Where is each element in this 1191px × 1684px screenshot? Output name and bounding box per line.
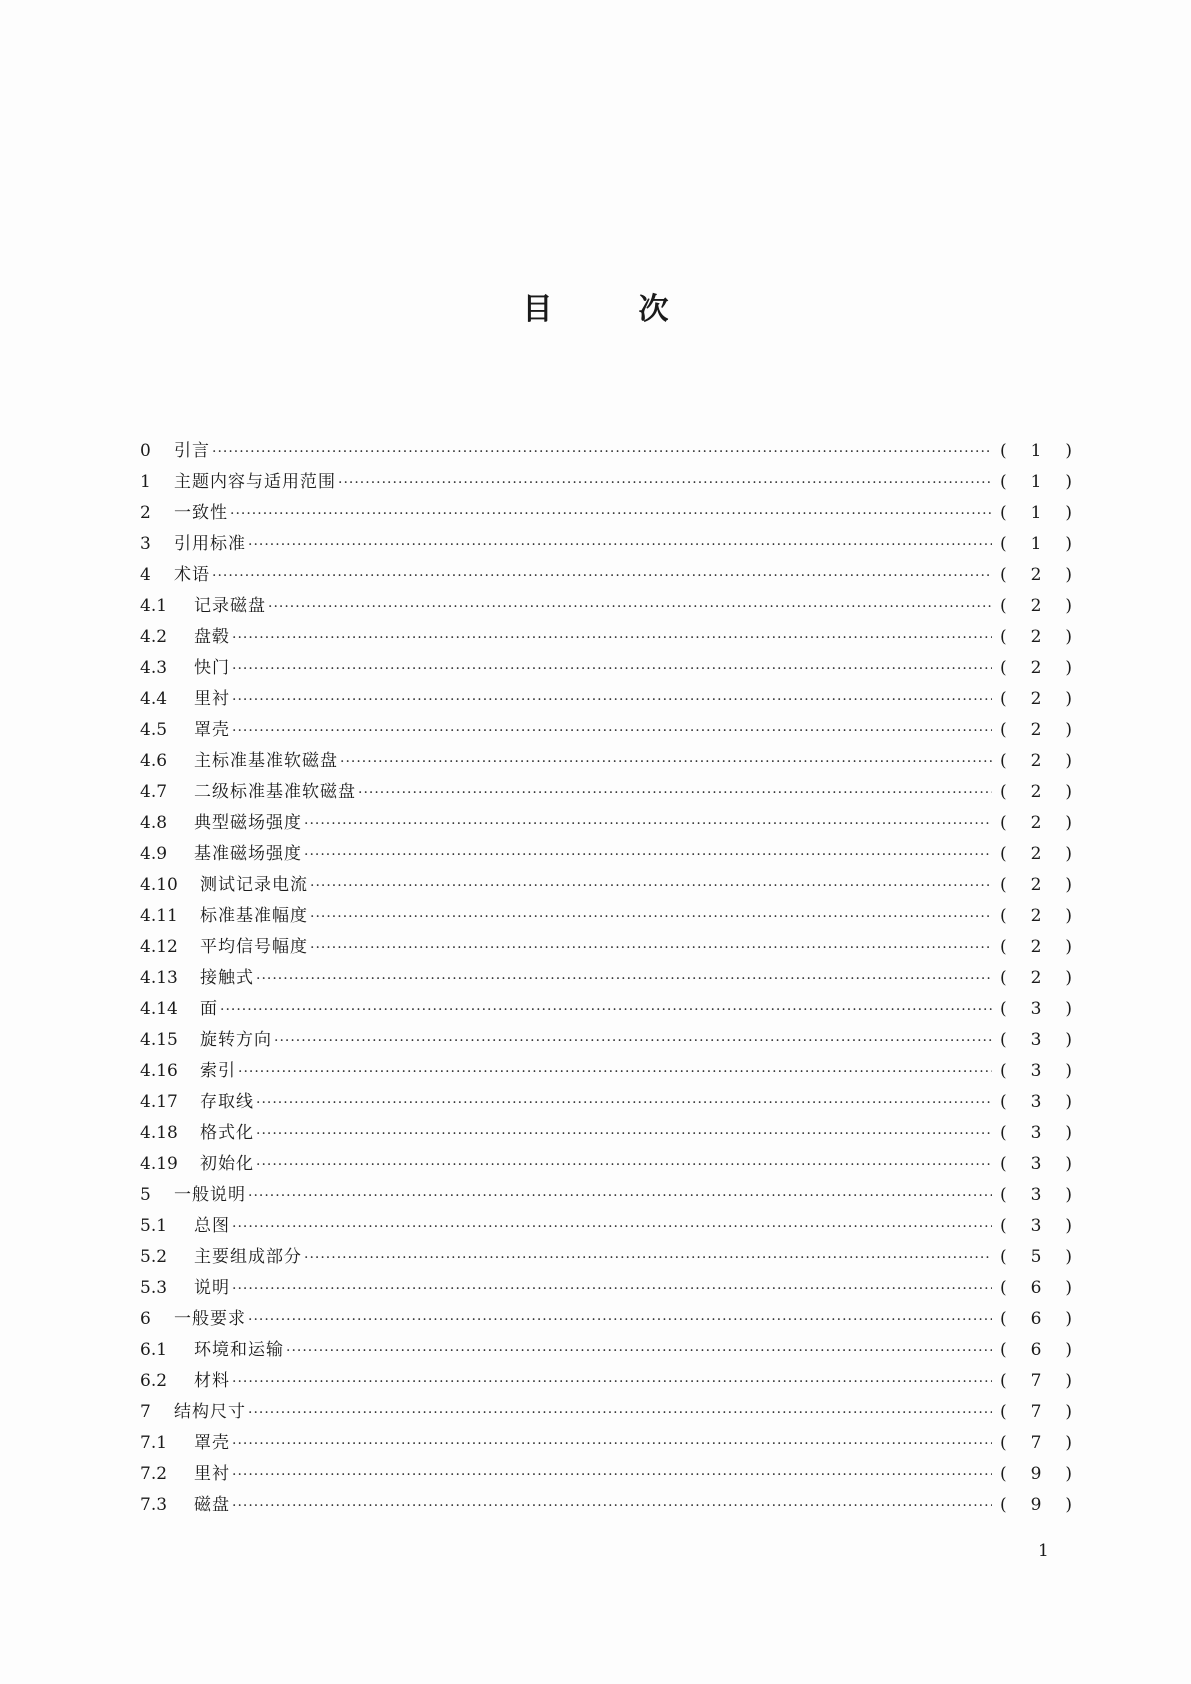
toc-entry[interactable] (140, 1025, 1072, 1056)
page-value: 2 (1030, 782, 1042, 802)
toc-entry-page (992, 467, 1072, 498)
page-number: 1 (1038, 1541, 1049, 1561)
toc-entry-number: 1 (140, 472, 151, 492)
close-paren: ) (1065, 782, 1072, 802)
page-value: 7 (1030, 1433, 1042, 1453)
close-paren: ) (1065, 534, 1072, 554)
open-paren: ( (1000, 844, 1007, 864)
toc-entry-label: 面 (200, 999, 218, 1019)
close-paren: ) (1065, 1154, 1072, 1174)
close-paren: ) (1065, 1123, 1072, 1143)
page-value: 2 (1030, 968, 1042, 988)
toc-entry-number: 5.3 (140, 1278, 168, 1298)
toc-entry[interactable] (140, 1490, 1072, 1521)
toc-entry-label: 里衬 (194, 689, 230, 709)
close-paren: ) (1065, 1340, 1072, 1360)
toc-entry[interactable] (140, 591, 1072, 622)
close-paren: ) (1065, 1371, 1072, 1391)
toc-entry-label: 罩壳 (194, 720, 230, 740)
toc-entry[interactable] (140, 901, 1072, 932)
toc-entry[interactable] (140, 715, 1072, 746)
toc-entry-label: 主标准基准软磁盘 (194, 751, 338, 771)
toc-entry-number: 4.8 (140, 813, 168, 833)
open-paren: ( (1000, 999, 1007, 1019)
title-char-2: 次 (638, 292, 669, 327)
close-paren: ) (1065, 503, 1072, 523)
page-value: 3 (1030, 999, 1042, 1019)
toc-entry-label: 术语 (174, 565, 210, 585)
toc-entry-number: 4.10 (140, 875, 178, 895)
page-value: 3 (1030, 1030, 1042, 1050)
close-paren: ) (1065, 1464, 1072, 1484)
dot-leader (248, 530, 992, 561)
toc-entry-page (992, 622, 1072, 653)
dot-leader (310, 902, 992, 933)
toc-entry-label: 接触式 (200, 968, 254, 988)
toc-entry-label: 快门 (194, 658, 230, 678)
dot-leader (248, 1181, 992, 1212)
toc-entry[interactable] (140, 529, 1072, 560)
toc-entry-label: 二级标准基准软磁盘 (194, 782, 356, 802)
page-value: 2 (1030, 658, 1042, 678)
dot-leader (220, 995, 992, 1026)
close-paren: ) (1065, 1309, 1072, 1329)
page-value: 2 (1030, 565, 1042, 585)
page-value: 7 (1030, 1371, 1042, 1391)
toc-entry-label: 里衬 (194, 1464, 230, 1484)
toc-entry-page (992, 746, 1072, 777)
title-char-1: 目 (522, 292, 553, 327)
open-paren: ( (1000, 968, 1007, 988)
open-paren: ( (1000, 1402, 1007, 1422)
toc-entry[interactable] (140, 963, 1072, 994)
dot-leader (232, 654, 992, 685)
open-paren: ( (1000, 1123, 1007, 1143)
toc-entry[interactable] (140, 498, 1072, 529)
toc-entry-number: 5.2 (140, 1247, 168, 1267)
page-value: 9 (1030, 1495, 1042, 1515)
page-value: 2 (1030, 937, 1042, 957)
page-value: 6 (1030, 1309, 1042, 1329)
open-paren: ( (1000, 1092, 1007, 1112)
toc-entry[interactable] (140, 1366, 1072, 1397)
close-paren: ) (1065, 565, 1072, 585)
dot-leader (212, 561, 992, 592)
toc-entry-page (992, 529, 1072, 560)
dot-leader (232, 1274, 992, 1305)
toc-entry-page (992, 932, 1072, 963)
table-of-contents (140, 436, 1072, 1521)
close-paren: ) (1065, 906, 1072, 926)
page-value: 2 (1030, 720, 1042, 740)
open-paren: ( (1000, 472, 1007, 492)
page-value: 1 (1030, 534, 1042, 554)
page-value: 2 (1030, 844, 1042, 864)
page-value: 2 (1030, 906, 1042, 926)
open-paren: ( (1000, 689, 1007, 709)
dot-leader (238, 1057, 992, 1088)
toc-entry[interactable] (140, 622, 1072, 653)
open-paren: ( (1000, 596, 1007, 616)
toc-entry-page (992, 1366, 1072, 1397)
page-value: 6 (1030, 1278, 1042, 1298)
toc-entry[interactable] (140, 684, 1072, 715)
toc-entry[interactable] (140, 1118, 1072, 1149)
toc-entry-number: 0 (140, 441, 151, 461)
open-paren: ( (1000, 441, 1007, 461)
open-paren: ( (1000, 1216, 1007, 1236)
dot-leader (286, 1336, 992, 1367)
toc-entry-number: 6.2 (140, 1371, 168, 1391)
close-paren: ) (1065, 1495, 1072, 1515)
toc-entry[interactable] (140, 560, 1072, 591)
toc-entry[interactable] (140, 808, 1072, 839)
toc-entry-number: 4.13 (140, 968, 178, 988)
toc-entry-page (992, 1211, 1072, 1242)
toc-entry-label: 平均信号幅度 (200, 937, 308, 957)
open-paren: ( (1000, 720, 1007, 740)
toc-entry-label: 初始化 (200, 1154, 254, 1174)
toc-entry-label: 引言 (174, 441, 210, 461)
toc-entry-number: 7 (140, 1402, 151, 1422)
open-paren: ( (1000, 1154, 1007, 1174)
page-value: 1 (1030, 472, 1042, 492)
toc-entry-label: 罩壳 (194, 1433, 230, 1453)
toc-entry-number: 7.1 (140, 1433, 168, 1453)
open-paren: ( (1000, 875, 1007, 895)
close-paren: ) (1065, 813, 1072, 833)
toc-entry-label: 记录磁盘 (194, 596, 266, 616)
toc-entry-number: 4.6 (140, 751, 168, 771)
toc-entry-page (992, 715, 1072, 746)
page-value: 3 (1030, 1154, 1042, 1174)
close-paren: ) (1065, 441, 1072, 461)
dot-leader (274, 1026, 992, 1057)
toc-entry-number: 4.12 (140, 937, 178, 957)
close-paren: ) (1065, 627, 1072, 647)
open-paren: ( (1000, 1309, 1007, 1329)
toc-entry-number: 4.1 (140, 596, 168, 616)
toc-entry[interactable] (140, 777, 1072, 808)
open-paren: ( (1000, 1278, 1007, 1298)
close-paren: ) (1065, 1216, 1072, 1236)
open-paren: ( (1000, 1433, 1007, 1453)
toc-entry-page (992, 839, 1072, 870)
toc-entry-page (992, 1025, 1072, 1056)
toc-entry-page (992, 963, 1072, 994)
open-paren: ( (1000, 503, 1007, 523)
toc-entry-label: 一般要求 (174, 1309, 246, 1329)
dot-leader (304, 1243, 992, 1274)
close-paren: ) (1065, 844, 1072, 864)
toc-entry-number: 4.5 (140, 720, 168, 740)
toc-entry-page (992, 1273, 1072, 1304)
toc-entry-page (992, 1335, 1072, 1366)
toc-entry-number: 6.1 (140, 1340, 168, 1360)
open-paren: ( (1000, 937, 1007, 957)
toc-entry-label: 格式化 (200, 1123, 254, 1143)
dot-leader (256, 1119, 992, 1150)
toc-entry[interactable] (140, 1242, 1072, 1273)
toc-entry[interactable] (140, 1459, 1072, 1490)
toc-entry-number: 4.9 (140, 844, 168, 864)
toc-entry-page (992, 684, 1072, 715)
toc-entry-page (992, 1304, 1072, 1335)
open-paren: ( (1000, 813, 1007, 833)
toc-entry[interactable] (140, 1428, 1072, 1459)
toc-entry-label: 总图 (194, 1216, 230, 1236)
dot-leader (232, 1491, 992, 1522)
toc-entry-number: 4.4 (140, 689, 168, 709)
close-paren: ) (1065, 1185, 1072, 1205)
toc-entry-page (992, 560, 1072, 591)
dot-leader (256, 1088, 992, 1119)
toc-entry-number: 6 (140, 1309, 151, 1329)
toc-entry[interactable] (140, 1149, 1072, 1180)
toc-entry-number: 4.15 (140, 1030, 178, 1050)
toc-entry[interactable] (140, 932, 1072, 963)
page-value: 2 (1030, 627, 1042, 647)
page-value: 6 (1030, 1340, 1042, 1360)
open-paren: ( (1000, 565, 1007, 585)
open-paren: ( (1000, 1247, 1007, 1267)
page-value: 3 (1030, 1185, 1042, 1205)
toc-entry[interactable] (140, 1087, 1072, 1118)
dot-leader (230, 499, 992, 530)
page-value: 3 (1030, 1123, 1042, 1143)
toc-entry-number: 4.2 (140, 627, 168, 647)
toc-entry-label: 一致性 (174, 503, 228, 523)
toc-entry-page (992, 777, 1072, 808)
toc-entry-label: 材料 (194, 1371, 230, 1391)
toc-entry-number: 5.1 (140, 1216, 168, 1236)
dot-leader (338, 468, 992, 499)
toc-entry-page (992, 870, 1072, 901)
open-paren: ( (1000, 1495, 1007, 1515)
toc-entry-number: 4.3 (140, 658, 168, 678)
page-value: 1 (1030, 503, 1042, 523)
open-paren: ( (1000, 751, 1007, 771)
page-value: 3 (1030, 1216, 1042, 1236)
close-paren: ) (1065, 596, 1072, 616)
close-paren: ) (1065, 1030, 1072, 1050)
open-paren: ( (1000, 1185, 1007, 1205)
toc-entry[interactable] (140, 746, 1072, 777)
toc-entry-page (992, 1149, 1072, 1180)
close-paren: ) (1065, 1061, 1072, 1081)
toc-entry-page (992, 994, 1072, 1025)
close-paren: ) (1065, 937, 1072, 957)
dot-leader (256, 964, 992, 995)
page-value: 2 (1030, 751, 1042, 771)
close-paren: ) (1065, 472, 1072, 492)
dot-leader (248, 1398, 992, 1429)
toc-entry-number: 4.19 (140, 1154, 178, 1174)
toc-entry-label: 环境和运输 (194, 1340, 284, 1360)
toc-entry[interactable] (140, 1335, 1072, 1366)
close-paren: ) (1065, 1278, 1072, 1298)
toc-entry-page (992, 901, 1072, 932)
toc-entry-number: 3 (140, 534, 151, 554)
toc-entry-number: 4.16 (140, 1061, 178, 1081)
close-paren: ) (1065, 689, 1072, 709)
page-value: 3 (1030, 1092, 1042, 1112)
toc-entry-label: 基准磁场强度 (194, 844, 302, 864)
toc-entry[interactable] (140, 1273, 1072, 1304)
toc-entry-page (992, 1459, 1072, 1490)
dot-leader (248, 1305, 992, 1336)
toc-entry-label: 索引 (200, 1061, 236, 1081)
toc-entry[interactable] (140, 1397, 1072, 1428)
close-paren: ) (1065, 1247, 1072, 1267)
close-paren: ) (1065, 999, 1072, 1019)
toc-entry-label: 说明 (194, 1278, 230, 1298)
toc-entry-label: 典型磁场强度 (194, 813, 302, 833)
toc-entry-label: 主要组成部分 (194, 1247, 302, 1267)
open-paren: ( (1000, 1061, 1007, 1081)
toc-entry-number: 7.3 (140, 1495, 168, 1515)
page-title (0, 284, 1191, 328)
open-paren: ( (1000, 1464, 1007, 1484)
toc-entry-label: 引用标准 (174, 534, 246, 554)
toc-entry-page (992, 1242, 1072, 1273)
dot-leader (310, 871, 992, 902)
toc-entry[interactable] (140, 467, 1072, 498)
toc-entry-page (992, 1118, 1072, 1149)
toc-entry-number: 2 (140, 503, 151, 523)
page-value: 1 (1030, 441, 1042, 461)
dot-leader (358, 778, 992, 809)
close-paren: ) (1065, 751, 1072, 771)
close-paren: ) (1065, 1433, 1072, 1453)
toc-entry-number: 4.7 (140, 782, 168, 802)
open-paren: ( (1000, 627, 1007, 647)
toc-entry-page (992, 436, 1072, 467)
toc-entry[interactable] (140, 653, 1072, 684)
toc-entry-label: 标准基准幅度 (200, 906, 308, 926)
page-value: 5 (1030, 1247, 1042, 1267)
toc-entry-page (992, 1397, 1072, 1428)
toc-entry-label: 存取线 (200, 1092, 254, 1112)
toc-entry[interactable] (140, 839, 1072, 870)
toc-entry-label: 一般说明 (174, 1185, 246, 1205)
toc-entry-number: 4 (140, 565, 151, 585)
dot-leader (304, 809, 992, 840)
toc-entry-page (992, 591, 1072, 622)
toc-entry-label: 主题内容与适用范围 (174, 472, 336, 492)
dot-leader (232, 1212, 992, 1243)
open-paren: ( (1000, 658, 1007, 678)
page-value: 9 (1030, 1464, 1042, 1484)
close-paren: ) (1065, 1402, 1072, 1422)
toc-entry-page (992, 1056, 1072, 1087)
toc-entry-number: 4.17 (140, 1092, 178, 1112)
toc-entry-page (992, 1490, 1072, 1521)
dot-leader (310, 933, 992, 964)
toc-entry-page (992, 498, 1072, 529)
toc-entry-number: 4.18 (140, 1123, 178, 1143)
toc-entry-page (992, 653, 1072, 684)
open-paren: ( (1000, 782, 1007, 802)
toc-entry-number: 5 (140, 1185, 151, 1205)
toc-entry-label: 磁盘 (194, 1495, 230, 1515)
dot-leader (304, 840, 992, 871)
toc-entry-page (992, 1180, 1072, 1211)
close-paren: ) (1065, 720, 1072, 740)
toc-entry-label: 盘毂 (194, 627, 230, 647)
toc-entry-label: 测试记录电流 (200, 875, 308, 895)
dot-leader (232, 685, 992, 716)
toc-entry-page (992, 1087, 1072, 1118)
toc-entry-number: 7.2 (140, 1464, 168, 1484)
toc-entry[interactable] (140, 436, 1072, 467)
page-value: 3 (1030, 1061, 1042, 1081)
dot-leader (232, 1460, 992, 1491)
toc-entry[interactable] (140, 994, 1072, 1025)
close-paren: ) (1065, 875, 1072, 895)
dot-leader (340, 747, 992, 778)
toc-entry-page (992, 808, 1072, 839)
dot-leader (232, 1367, 992, 1398)
dot-leader (232, 716, 992, 747)
open-paren: ( (1000, 534, 1007, 554)
toc-entry[interactable] (140, 1056, 1072, 1087)
page-value: 2 (1030, 813, 1042, 833)
toc-entry-label: 旋转方向 (200, 1030, 272, 1050)
dot-leader (256, 1150, 992, 1181)
page-value: 2 (1030, 689, 1042, 709)
dot-leader (232, 1429, 992, 1460)
open-paren: ( (1000, 1371, 1007, 1391)
dot-leader (268, 592, 992, 623)
dot-leader (212, 437, 992, 468)
open-paren: ( (1000, 1030, 1007, 1050)
close-paren: ) (1065, 658, 1072, 678)
toc-entry-number: 4.11 (140, 906, 178, 926)
page-value: 7 (1030, 1402, 1042, 1422)
close-paren: ) (1065, 968, 1072, 988)
dot-leader (232, 623, 992, 654)
page-value: 2 (1030, 596, 1042, 616)
toc-entry[interactable] (140, 1211, 1072, 1242)
close-paren: ) (1065, 1092, 1072, 1112)
open-paren: ( (1000, 906, 1007, 926)
toc-entry[interactable] (140, 870, 1072, 901)
toc-entry-label: 结构尺寸 (174, 1402, 246, 1422)
page-value: 2 (1030, 875, 1042, 895)
toc-entry[interactable] (140, 1180, 1072, 1211)
toc-entry-number: 4.14 (140, 999, 178, 1019)
open-paren: ( (1000, 1340, 1007, 1360)
toc-entry-page (992, 1428, 1072, 1459)
toc-entry[interactable] (140, 1304, 1072, 1335)
